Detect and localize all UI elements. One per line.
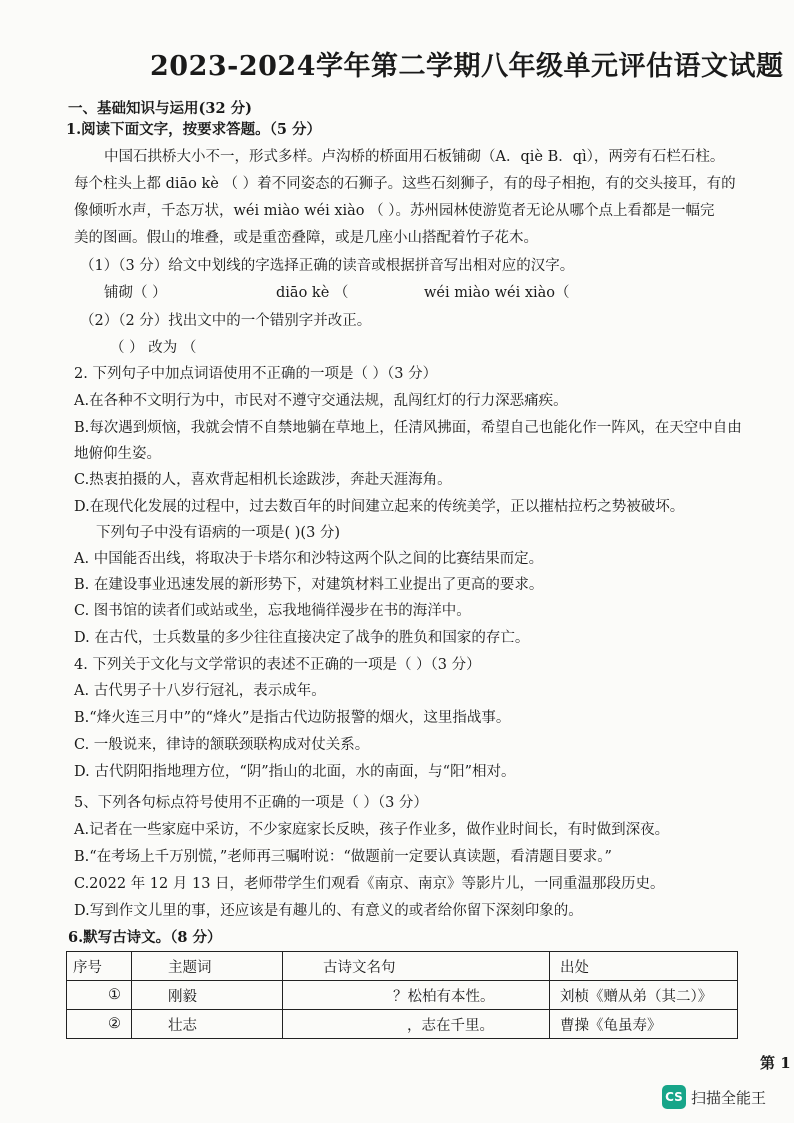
q2-option-d: D.在现代化发展的过程中，过去数百年的时间建立起来的传统美学，正以摧枯拉朽之势被破坏。	[74, 499, 685, 515]
header-cell: 古诗文名句	[283, 952, 550, 981]
table-row	[67, 1010, 738, 1039]
camscanner-logo-icon: CS	[662, 1085, 686, 1109]
table-cell: ②	[67, 1010, 132, 1039]
table-row	[67, 981, 738, 1010]
q3-option-a: A. 中国能否出线，将取决于卡塔尔和沙特这两个队之间的比赛结果而定。	[74, 551, 544, 567]
q1-subquestion-1: （1）（3 分）给文中划线的字选择正确的读音或根据拼音写出相对应的汉字。	[80, 258, 575, 274]
watermark-text: 扫描全能王	[691, 1088, 767, 1107]
q1-subquestion-2: （2）（2 分）找出文中的一个错别字并改正。	[80, 313, 372, 329]
q4-option-b: B.“烽火连三月中”的“烽火”是指古代边防报警的烟火，这里指战事。	[74, 710, 511, 726]
question-1-heading: 1.阅读下面文字，按要求答题。（5 分）	[66, 121, 322, 138]
q5-option-c: C.2022 年 12 月 13 日，老师带学生们观看《南京、南京》等影片儿，一同重温那段历史。	[74, 876, 665, 892]
table-cell: 壮志	[132, 1010, 283, 1039]
q1-passage-line-1: 中国石拱桥大小不一，形式多样。卢沟桥的桥面用石板铺砌（A．qiè B．qì），两旁有石栏石柱。	[104, 149, 725, 165]
q3-option-d: D. 在古代，士兵数量的多少往往直接决定了战争的胜负和国家的存亡。	[74, 630, 530, 646]
q5-option-a: A.记者在一些家庭中采访，不少家庭家长反映，孩子作业多，做作业时间长，有时做到深夜。	[74, 822, 670, 838]
section-heading: 一、基础知识与运用(32 分)	[68, 100, 252, 117]
q1-passage-line-4: 美的图画。假山的堆叠，或是重峦叠障，或是几座小山搭配着竹子花木。	[74, 230, 538, 246]
question-5-heading: 5、下列各句标点符号使用不正确的一项是（ ）（3 分）	[74, 795, 428, 811]
table-cell: 曹操《龟虽寿》	[550, 1010, 738, 1039]
q4-option-d: D. 古代阴阳指地理方位，“阴”指山的北面，水的南面，与“阳”相对。	[74, 764, 516, 780]
q4-option-a: A. 古代男子十八岁行冠礼，表示成年。	[74, 683, 326, 699]
q2-option-b-line-1: B.每次遇到烦恼，我就会情不自禁地躺在草地上，任清风拂面，希望自己也能化作一阵风，在天空中自由	[74, 420, 742, 436]
q5-option-d: D.写到作文儿里的事，还应该是有趣儿的、有意义的或者给你留下深刻印象的。	[74, 903, 583, 919]
q2-option-a: A.在各种不文明行为中，市民对不遵守交通法规，乱闯红灯的行力深恶痛疾。	[74, 393, 568, 409]
page-number: 第 1	[760, 1054, 791, 1072]
scanner-watermark	[662, 1085, 766, 1109]
q1-passage-line-3: 像倾听水声，千态万状，wéi miào wéi xiào （ ）。苏州园林使游览者无论从哪个点上看都是一幅完	[74, 203, 715, 219]
q1-passage-line-2: 每个柱头上都 diāo kè （ ）着不同姿态的石狮子。这些石刻狮子，有的母子相抱，有的交头接耳，有的	[74, 176, 736, 192]
question-4-heading: 4. 下列关于文化与文学常识的表述不正确的一项是（ ）（3 分）	[74, 657, 481, 673]
q2-option-b-line-2: 地俯仰生姿。	[74, 446, 161, 462]
page-title: 2023-2024学年第二学期八年级单元评估语文试题	[150, 51, 784, 82]
q1-blank-diaoke: diāo kè （	[276, 285, 349, 301]
q5-option-b: B.“在考场上千万别慌，”老师再三嘱咐说：“做题前一定要认真读题，看清题目要求。”	[74, 849, 612, 865]
q3-option-b: B. 在建设事业迅速发展的新形势下，对建筑材料工业提出了更高的要求。	[74, 577, 544, 593]
table-cell: ？松柏有本性。	[283, 981, 550, 1010]
question-3-heading: 下列句子中没有语病的一项是( )(3 分)	[96, 525, 341, 541]
header-cell: 序号	[67, 952, 132, 981]
poem-table	[66, 951, 738, 1039]
table-cell: 刚毅	[132, 981, 283, 1010]
q1-blank-correction: （ ） 改为 （	[110, 340, 197, 356]
table-cell: 刘桢《赠从弟（其二）》	[550, 981, 738, 1010]
table-header-row	[67, 952, 738, 981]
q1-blank-weimiao: wéi miào wéi xiào（	[424, 285, 570, 301]
table-cell: ①	[67, 981, 132, 1010]
q4-option-c: C. 一般说来，律诗的颔联颈联构成对仗关系。	[74, 737, 370, 753]
q3-option-c: C. 图书馆的读者们或站或坐，忘我地徜徉漫步在书的海洋中。	[74, 603, 471, 619]
header-cell: 出处	[550, 952, 738, 981]
question-2-heading: 2. 下列句子中加点词语使用不正确的一项是（ ）（3 分）	[74, 366, 438, 382]
header-cell: 主题词	[132, 952, 283, 981]
table-cell: ，志在千里。	[283, 1010, 550, 1039]
q1-blank-puqi: 铺砌（ ）	[104, 285, 167, 301]
question-6-heading: 6.默写古诗文。（8 分）	[68, 929, 222, 946]
q2-option-c: C.热衷拍摄的人，喜欢背起相机长途跋涉，奔赴天涯海角。	[74, 472, 452, 488]
